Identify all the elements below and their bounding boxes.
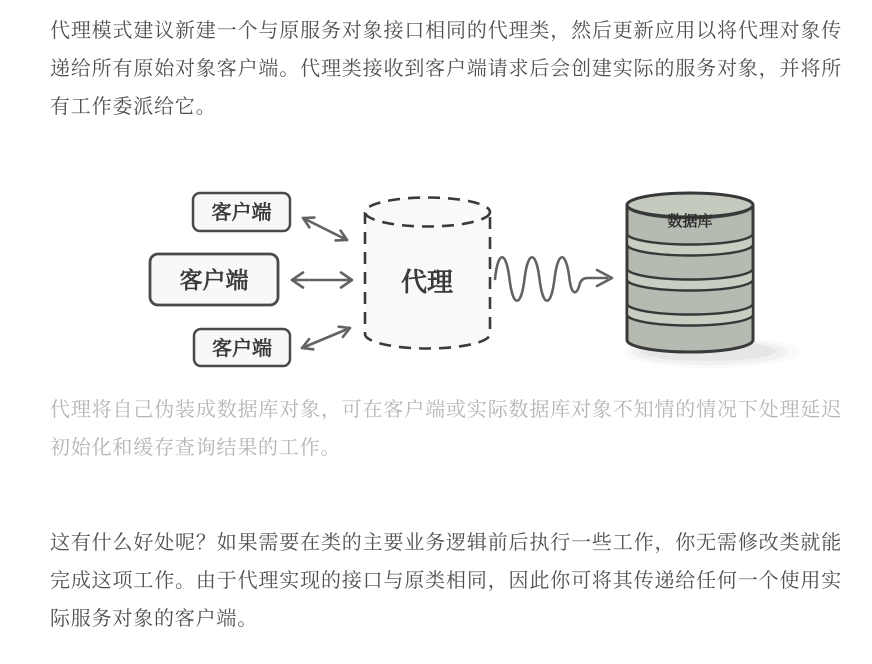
client-box-bottom: [194, 329, 290, 366]
benefits-paragraph: 这有什么好处呢？如果需要在类的主要业务逻辑前后执行一些工作，你无需修改类就能完成这项工作。由于代理实现的接口与原类相同，因此你可将其传递给任何一个使用实际服务对象的客户端。: [50, 532, 842, 630]
intro-paragraph: 代理模式建议新建一个与原服务对象接口相同的代理类，然后更新应用以将代理对象传递给所有原始对象客户端。代理类接收到客户端请求后会创建实际的服务对象，并将所有工作委派给它。: [50, 20, 842, 118]
proxy-label: 代理: [400, 267, 454, 297]
diagram-canvas: [140, 180, 800, 380]
client-label: 客户端: [212, 338, 272, 360]
database-icon: [627, 193, 753, 352]
proxy-cylinder: [365, 198, 490, 349]
client-box-middle: [150, 254, 278, 305]
double-arrow-icon-bottom: [302, 327, 350, 350]
figure-caption: 代理将自己伪装成数据库对象，可在客户端或实际数据库对象不知情的情况下处理延迟初始化和缓存查询结果的工作。: [50, 399, 842, 459]
client-box-top: [193, 193, 290, 231]
double-arrow-icon-middle: [292, 273, 352, 288]
double-arrow-icon-top: [303, 218, 347, 241]
database-label: 数据库: [667, 213, 713, 230]
proxy-pattern-diagram: [140, 180, 842, 385]
client-label: 客户端: [211, 202, 272, 224]
client-label: 客户端: [179, 267, 249, 293]
wave-arrow-icon: [495, 257, 612, 301]
